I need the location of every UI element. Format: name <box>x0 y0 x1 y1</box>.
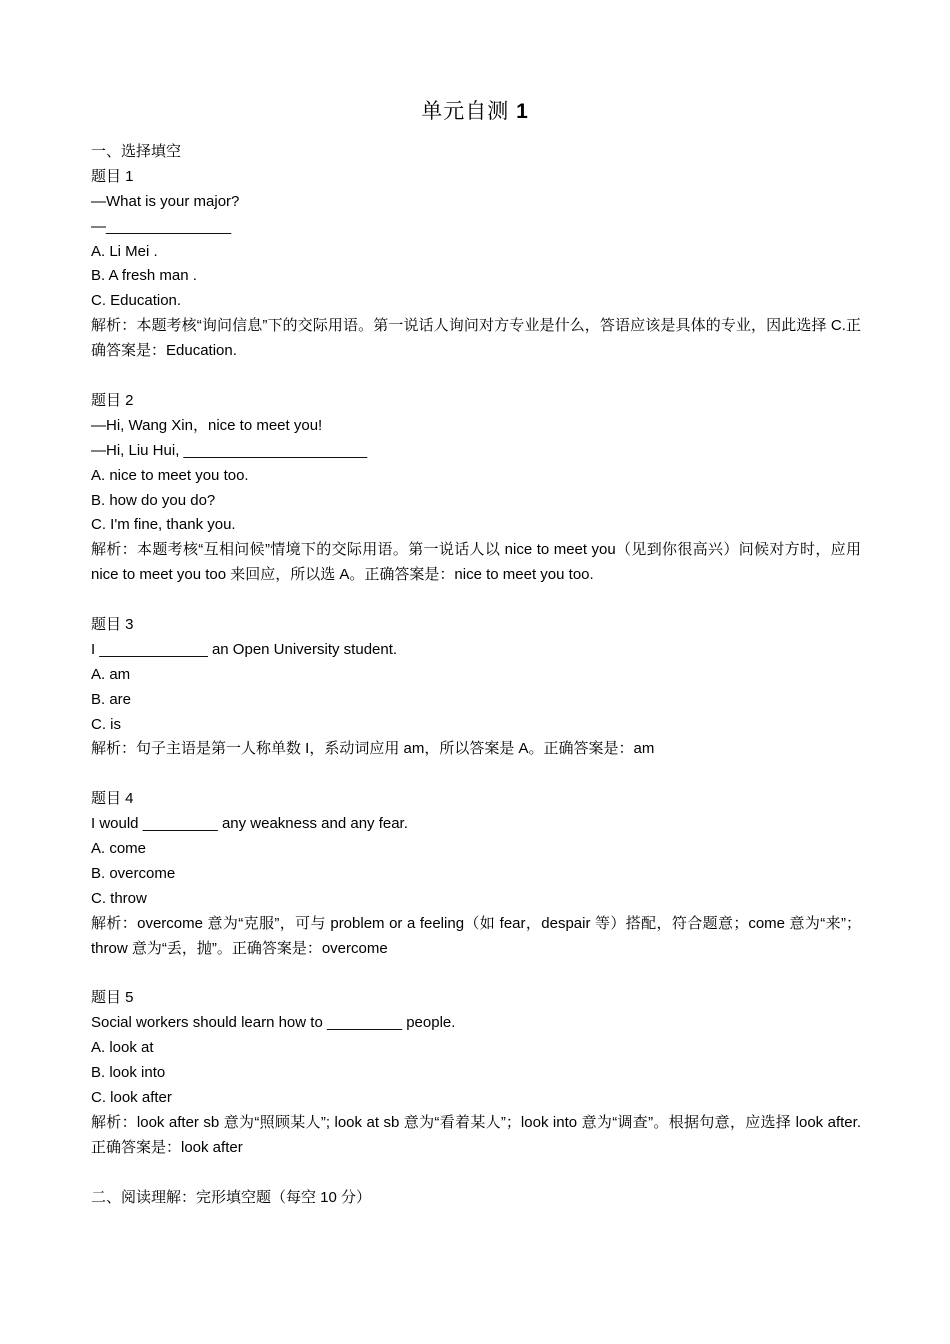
option-c: C. Education. <box>91 292 182 310</box>
question-text: —_______________ <box>91 217 232 235</box>
question-block <box>91 787 861 961</box>
page-title <box>0 97 950 127</box>
section-heading: 二、阅读理解：完形填空题（每空 10 分） <box>91 1188 372 1206</box>
option-b: B. look into <box>91 1064 166 1082</box>
question-text: —Hi, Liu Hui, ______________________ <box>91 441 368 459</box>
option-b: B. how do you do? <box>91 491 216 509</box>
question-text: —What is your major? <box>91 192 240 210</box>
question-block <box>91 613 861 762</box>
question-text: Social workers should learn how to _________ people. <box>91 1014 456 1032</box>
option-a: A. Li Mei . <box>91 242 158 260</box>
question-label: 题目 2 <box>91 391 134 409</box>
analysis-text: 解析：overcome 意为“克服”，可与 problem or a feeling（如 fear，despair 等）搭配，符合题意；come 意为“来”；throw 意为“丢，抛”。正确答案是：overcome <box>91 914 861 957</box>
question-block <box>91 389 861 588</box>
question-label: 题目 5 <box>91 989 134 1007</box>
question-label: 题目 1 <box>91 167 134 185</box>
option-c: C. throw <box>91 889 147 907</box>
question-block <box>91 986 861 1160</box>
question-label: 题目 3 <box>91 615 134 633</box>
analysis-text: 解析：句子主语是第一人称单数 I，系动词应用 am，所以答案是 A。正确答案是：am <box>91 740 655 758</box>
option-c: C. I'm fine, thank you. <box>91 516 236 534</box>
option-c: C. look after <box>91 1088 172 1106</box>
question-label: 题目 4 <box>91 790 134 808</box>
spacer <box>91 762 861 787</box>
option-a: A. come <box>91 840 147 858</box>
option-a: A. am <box>91 665 131 683</box>
spacer <box>91 1161 861 1186</box>
option-c: C. is <box>91 715 121 733</box>
spacer <box>91 364 861 389</box>
question-text: I would _________ any weakness and any fear. <box>91 815 408 833</box>
option-b: B. A fresh man . <box>91 267 197 285</box>
question-block <box>91 165 861 364</box>
document-body <box>91 140 861 1210</box>
spacer <box>91 962 861 987</box>
section-heading: 一、选择填空 <box>91 143 182 160</box>
page-title-number: 1 <box>516 100 529 123</box>
option-a: A. nice to meet you too. <box>91 466 249 484</box>
question-text: I _____________ an Open University student. <box>91 640 398 658</box>
question-text: —Hi, Wang Xin，nice to meet you! <box>91 416 323 434</box>
option-b: B. are <box>91 690 132 708</box>
page-title-text: 单元自测 <box>421 100 510 123</box>
option-a: A. look at <box>91 1039 154 1057</box>
option-b: B. overcome <box>91 864 176 882</box>
analysis-text: 解析：本题考核“询问信息”下的交际用语。第一说话人询问对方专业是什么，答语应该是具体的专业，因此选择 C.正确答案是：Education. <box>91 317 861 360</box>
analysis-text: 解析：本题考核“互相问候”情境下的交际用语。第一说话人以 nice to meet you（见到你很高兴）问候对方时，应用 nice to meet you too 来回应，所以选 A。正确答案是：nice to meet you too. <box>91 541 861 584</box>
analysis-text: 解析：look after sb 意为“照顾某人”; look at sb 意为“看着某人”；look into 意为“调查”。根据句意，应选择 look after.正确答案是：look after <box>91 1113 861 1156</box>
spacer <box>91 588 861 613</box>
